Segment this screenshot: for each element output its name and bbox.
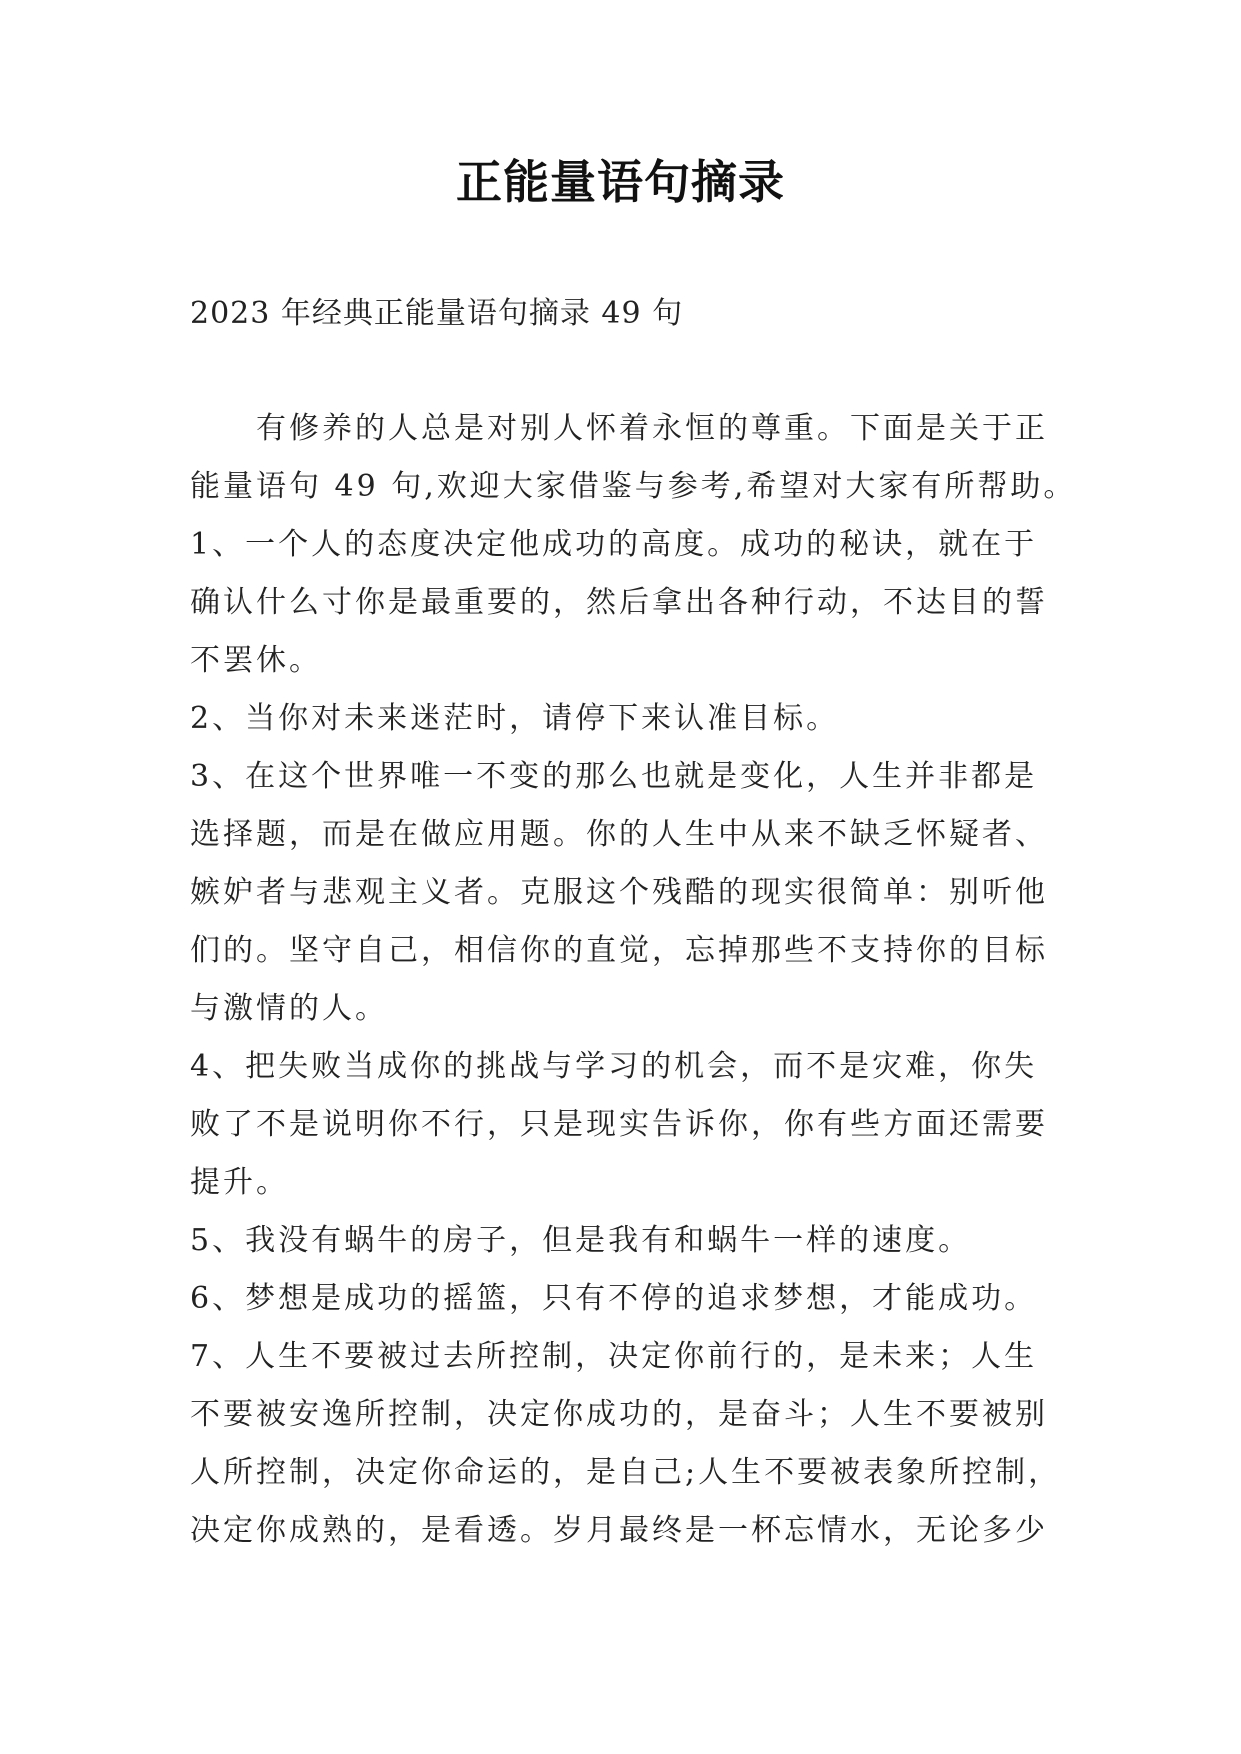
body-line: 能量语句 49 句,欢迎大家借鉴与参考,希望对大家有所帮助。: [190, 469, 1077, 504]
body-line: 有修养的人总是对别人怀着永恒的尊重。下面是关于正: [256, 411, 1048, 446]
body-line: 4、把失败当成你的挑战与学习的机会，而不是灾难，你失: [190, 1049, 1038, 1084]
body-line: 决定你成熟的，是看透。岁月最终是一杯忘情水，无论多少: [190, 1513, 1048, 1548]
document-title: 正能量语句摘录: [456, 155, 785, 209]
body-line: 不罢休。: [190, 643, 322, 678]
document-subtitle: 2023 年经典正能量语句摘录 49 句: [190, 296, 684, 331]
body-line: 1、一个人的态度决定他成功的高度。成功的秘诀，就在于: [190, 527, 1038, 562]
body-line: 们的。坚守自己，相信你的直觉，忘掉那些不支持你的目标: [190, 933, 1048, 968]
body-line: 确认什么寸你是最重要的，然后拿出各种行动，不达目的誓: [190, 585, 1048, 620]
document-body: [190, 409, 1090, 1569]
body-line: 与激情的人。: [190, 991, 388, 1026]
body-line: 败了不是说明你不行，只是现实告诉你，你有些方面还需要: [190, 1107, 1048, 1142]
body-line: 7、人生不要被过去所控制，决定你前行的，是未来；人生: [190, 1339, 1038, 1374]
body-line: 不要被安逸所控制，决定你成功的，是奋斗；人生不要被别: [190, 1397, 1048, 1432]
body-line: 5、我没有蜗牛的房子，但是我有和蜗牛一样的速度。: [190, 1223, 972, 1258]
body-line: 3、在这个世界唯一不变的那么也就是变化，人生并非都是: [190, 759, 1038, 794]
body-line: 选择题，而是在做应用题。你的人生中从来不缺乏怀疑者、: [190, 817, 1048, 852]
body-line: 人所控制，决定你命运的，是自己;人生不要被表象所控制，: [190, 1455, 1062, 1490]
body-line: 6、梦想是成功的摇篮，只有不停的追求梦想，才能成功。: [190, 1281, 1038, 1316]
body-line: 提升。: [190, 1165, 289, 1200]
body-line: 2、当你对未来迷茫时，请停下来认准目标。: [190, 701, 840, 736]
body-line: 嫉妒者与悲观主义者。克服这个残酷的现实很简单：别听他: [190, 875, 1048, 910]
